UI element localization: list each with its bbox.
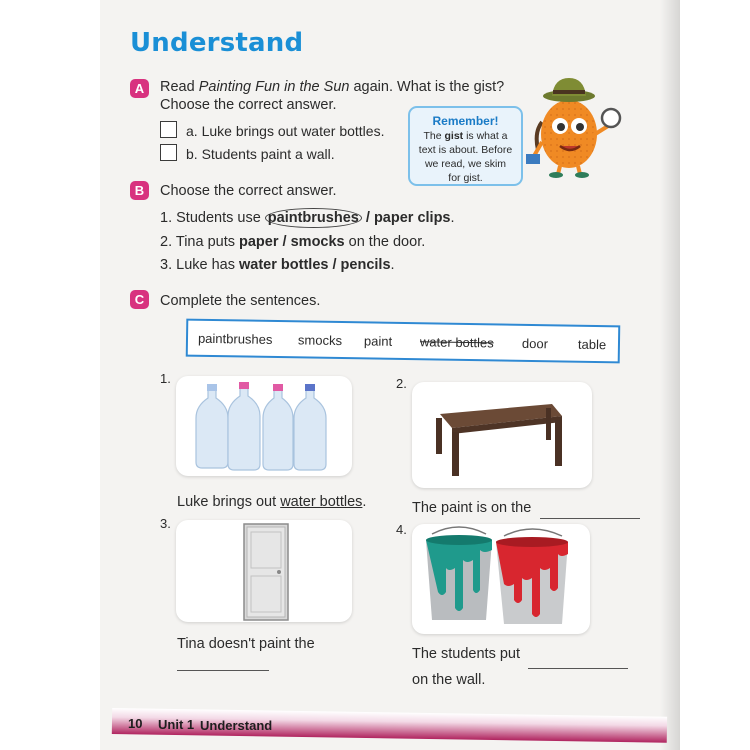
section-b-badge: B — [130, 181, 149, 200]
remember-keyword: gist — [444, 130, 464, 142]
circled-answer[interactable]: paintbrushes — [265, 208, 362, 228]
item-number: 1. — [160, 210, 173, 226]
word-bank-item: door — [521, 335, 549, 352]
item-number: 3. — [160, 257, 173, 273]
item-text: Tina puts — [175, 234, 240, 250]
question-text: again. What is the gist? — [349, 79, 505, 95]
remember-text: we read, we skim — [424, 158, 507, 170]
option-text: Luke brings out water bottles. — [201, 123, 385, 139]
remember-heading: Remember! — [432, 114, 499, 128]
word-bank-item: smocks — [297, 332, 343, 349]
remember-box — [408, 106, 523, 186]
choice-option[interactable]: pencils — [340, 257, 391, 273]
paint-buckets-icon — [412, 524, 590, 634]
image-card — [176, 520, 352, 622]
remember-body — [410, 129, 521, 185]
section-b-item-2 — [160, 234, 425, 250]
door-icon — [176, 520, 352, 622]
exercise-number: 1. — [160, 371, 171, 386]
item-text: on the door. — [344, 234, 426, 250]
word-bank-item: paint — [363, 333, 393, 349]
item-text: . — [390, 257, 395, 273]
section-b-instruction: Choose the correct answer. — [160, 183, 337, 199]
item-text: Luke has — [176, 257, 240, 273]
exercise-1-sentence — [177, 494, 366, 510]
option-a-checkbox[interactable] — [160, 121, 177, 138]
option-b — [186, 146, 335, 162]
page-title: Understand — [130, 28, 304, 58]
word-bank — [186, 319, 621, 364]
item-text: . — [450, 210, 455, 226]
option-b-checkbox[interactable] — [160, 144, 177, 161]
choice-separator: / — [278, 234, 291, 250]
item-number: 2. — [160, 234, 173, 250]
choice-option[interactable]: paper — [239, 234, 279, 250]
exercise-2-sentence: The paint is on the — [412, 500, 532, 516]
water-bottles-icon — [176, 376, 352, 476]
remember-text: The — [423, 130, 445, 142]
section-b-item-3 — [160, 257, 395, 273]
question-text: Read — [160, 79, 199, 95]
filled-answer: water bottles — [280, 494, 363, 510]
exercise-3-sentence: Tina doesn't paint the — [177, 636, 315, 652]
section-b-item-1 — [160, 210, 455, 226]
sentence-text: Luke brings out — [177, 494, 281, 510]
choice-option[interactable]: water bottles — [239, 257, 329, 273]
page-number: 10 — [128, 716, 143, 731]
choice-option[interactable]: smocks — [290, 234, 345, 250]
section-a-badge: A — [130, 79, 149, 98]
image-card — [412, 524, 590, 634]
word-bank-item: table — [577, 336, 607, 353]
word-bank-item-crossed: water bottles — [419, 334, 494, 351]
choice-option[interactable]: paper clips — [373, 210, 451, 226]
footer-unit: Unit 1 — [158, 717, 195, 732]
answer-blank[interactable] — [528, 668, 628, 669]
word-bank-item: paintbrushes — [197, 330, 273, 347]
answer-blank[interactable] — [540, 518, 640, 519]
section-c-badge: C — [130, 290, 149, 309]
exercise-number: 3. — [160, 516, 171, 531]
exercise-4-sentence-end: on the wall. — [412, 672, 486, 688]
choice-separator: / — [328, 257, 341, 273]
option-label: b. — [186, 146, 198, 162]
story-title: Painting Fun in the Sun — [198, 79, 350, 95]
remember-text: is what a — [463, 130, 508, 142]
choice-separator: / — [361, 210, 374, 226]
section-a-question — [160, 79, 504, 95]
page-edge-shadow — [660, 0, 680, 750]
section-c-instruction: Complete the sentences. — [160, 293, 321, 309]
table-icon — [412, 382, 592, 488]
exercise-4-sentence: The students put — [412, 646, 521, 662]
image-card — [412, 382, 592, 488]
footer-section: Understand — [200, 718, 273, 733]
option-text: Students paint a wall. — [201, 146, 335, 162]
remember-text: for gist. — [448, 172, 483, 184]
option-label: a. — [186, 123, 198, 139]
remember-text: text is about. Before — [418, 144, 513, 156]
item-text: Students use — [176, 210, 265, 226]
option-a — [186, 123, 384, 139]
exercise-number: 2. — [396, 376, 407, 391]
exercise-number: 4. — [396, 522, 407, 537]
explorer-mascot-icon — [524, 70, 624, 180]
answer-blank[interactable] — [177, 670, 269, 671]
sentence-text: . — [362, 494, 367, 510]
section-a-instruction: Choose the correct answer. — [160, 97, 337, 113]
image-card — [176, 376, 352, 476]
